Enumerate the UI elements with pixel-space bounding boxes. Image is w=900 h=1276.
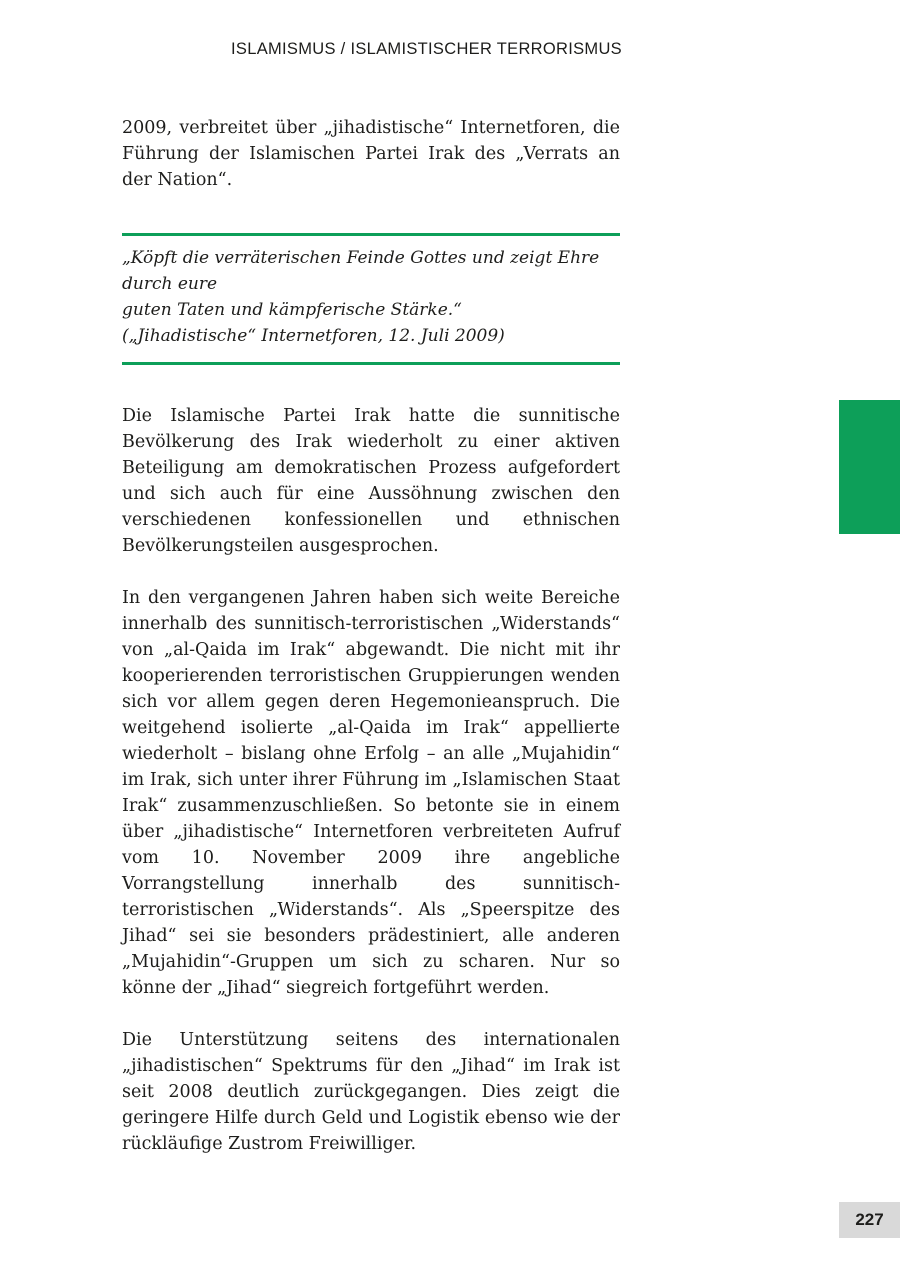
body-paragraph-1: Die Islamische Partei Irak hatte die sunnitische Bevölkerung des Irak wiederholt zu einer aktiven Beteiligung am demokratischen Prozess aufgefordert und sich auch für eine Aussöhnung zwischen den verschiedenen konfessionellen und ethnischen Bevölkerungsteilen ausgesprochen. <box>122 406 620 556</box>
quote-box <box>122 233 620 365</box>
page-content <box>122 115 620 1157</box>
running-header: ISLAMISMUS / ISLAMISTISCHER TERRORISMUS <box>231 40 622 58</box>
chapter-side-tab <box>839 400 900 534</box>
quote-line-2: guten Taten und kämpferische Stärke.“ <box>122 300 462 320</box>
quote-line-1: „Köpft die verräterischen Feinde Gottes und zeigt Ehre durch eure <box>122 248 600 294</box>
body-paragraph-3: Die Unterstützung seitens des internationalen „jihadistischen“ Spektrums für den „Jihad“ im Irak ist seit 2008 deutlich zurückgegangen. Dies zeigt die geringere Hilfe durch Geld und Logistik ebenso wie der rückläufige Zustrom Freiwilliger. <box>122 1030 620 1154</box>
intro-paragraph: 2009, verbreitet über „jihadistische“ Internetforen, die Führung der Islamischen Partei Irak des „Verrats an der Nation“. <box>122 118 620 190</box>
quote-source: („Jihadistische“ Internetforen, 12. Juli 2009) <box>122 326 505 346</box>
body-paragraph-2: In den vergangenen Jahren haben sich weite Bereiche innerhalb des sunnitisch-terroristischen „Widerstands“ von „al-Qaida im Irak“ abgewandt. Die nicht mit ihr kooperierenden terroristischen Gruppierungen wenden sich vor allem gegen deren Hegemonieanspruch. Die weitgehend isolierte „al-Qaida im Irak“ appellierte wiederholt – bislang ohne Erfolg – an alle „Mujahidin“ im Irak, sich unter ihrer Führung im „Islamischen Staat Irak“ zusammenzuschließen. So betonte sie in einem über „jihadistische“ Internetforen verbreiteten Aufruf vom 10. November 2009 ihre angebliche Vorrangstellung innerhalb des sunnitisch-terroristischen „Widerstands“. Als „Speerspitze des Jihad“ sei sie besonders prädestiniert, alle anderen „Mujahidin“-Gruppen um sich zu scharen. Nur so könne der „Jihad“ siegreich fortgeführt werden. <box>122 588 620 998</box>
page-number: 227 <box>839 1202 900 1238</box>
